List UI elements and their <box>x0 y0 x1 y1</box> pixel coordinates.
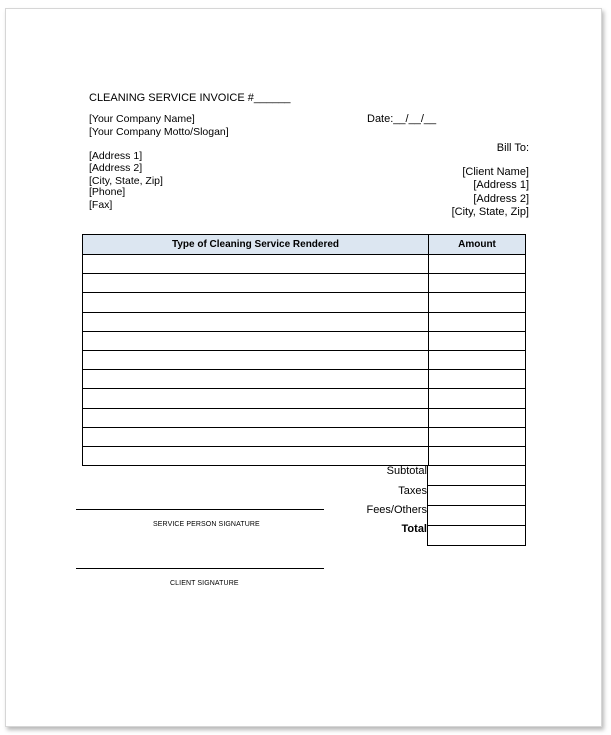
amount-cell[interactable] <box>429 255 526 274</box>
invoice-date: Date:__/__/__ <box>367 113 437 125</box>
amount-cell[interactable] <box>429 370 526 389</box>
table-row <box>83 350 526 369</box>
table-row <box>83 408 526 427</box>
fees-cell[interactable] <box>428 506 526 526</box>
services-table <box>82 234 526 466</box>
company-motto: [Your Company Motto/Slogan] <box>89 126 229 138</box>
invoice-title: CLEANING SERVICE INVOICE #______ <box>89 92 291 104</box>
table-row <box>83 255 526 274</box>
service-cell[interactable] <box>83 408 429 427</box>
client-name: [Client Name] <box>462 166 529 178</box>
table-row <box>83 293 526 312</box>
table-row <box>83 427 526 446</box>
service-cell[interactable] <box>83 274 429 293</box>
company-phone: [Phone] <box>89 186 126 198</box>
totals-table <box>427 465 526 546</box>
client-city: [City, State, Zip] <box>451 206 529 218</box>
client-signature-label: CLIENT SIGNATURE <box>170 580 239 587</box>
table-row <box>83 370 526 389</box>
service-cell[interactable] <box>83 255 429 274</box>
subtotal-label: Subtotal <box>386 465 427 477</box>
service-person-signature-label: SERVICE PERSON SIGNATURE <box>153 521 260 528</box>
service-cell[interactable] <box>83 312 429 331</box>
amount-cell[interactable] <box>429 274 526 293</box>
bill-to-label: Bill To: <box>496 142 529 154</box>
service-cell[interactable] <box>83 370 429 389</box>
amount-cell[interactable] <box>429 293 526 312</box>
company-address-2: [Address 2] <box>89 162 143 174</box>
total-cell[interactable] <box>428 526 526 546</box>
fees-label: Fees/Others <box>366 504 427 516</box>
client-address-2: [Address 2] <box>473 193 529 205</box>
service-cell[interactable] <box>83 331 429 350</box>
total-label: Total <box>401 523 427 535</box>
table-row <box>83 274 526 293</box>
service-cell[interactable] <box>83 446 429 465</box>
invoice-page <box>5 8 602 727</box>
service-cell[interactable] <box>83 350 429 369</box>
company-city: [City, State, Zip] <box>89 175 163 187</box>
company-fax: [Fax] <box>89 199 113 211</box>
service-column-header: Type of Cleaning Service Rendered <box>83 235 429 255</box>
amount-cell[interactable] <box>429 312 526 331</box>
company-address-1: [Address 1] <box>89 150 143 162</box>
service-person-signature-line[interactable] <box>76 509 324 510</box>
table-row <box>83 446 526 465</box>
table-row <box>83 312 526 331</box>
taxes-cell[interactable] <box>428 486 526 506</box>
service-cell[interactable] <box>83 293 429 312</box>
table-row <box>83 389 526 408</box>
amount-cell[interactable] <box>429 427 526 446</box>
amount-cell[interactable] <box>429 350 526 369</box>
service-cell[interactable] <box>83 427 429 446</box>
amount-cell[interactable] <box>429 408 526 427</box>
client-signature-line[interactable] <box>76 568 324 569</box>
amount-cell[interactable] <box>429 331 526 350</box>
company-name: [Your Company Name] <box>89 113 195 125</box>
taxes-label: Taxes <box>398 485 427 497</box>
client-address-1: [Address 1] <box>473 179 529 191</box>
amount-cell[interactable] <box>429 389 526 408</box>
service-cell[interactable] <box>83 389 429 408</box>
amount-column-header: Amount <box>429 235 526 255</box>
table-row <box>83 331 526 350</box>
subtotal-cell[interactable] <box>428 466 526 486</box>
amount-cell[interactable] <box>429 446 526 465</box>
